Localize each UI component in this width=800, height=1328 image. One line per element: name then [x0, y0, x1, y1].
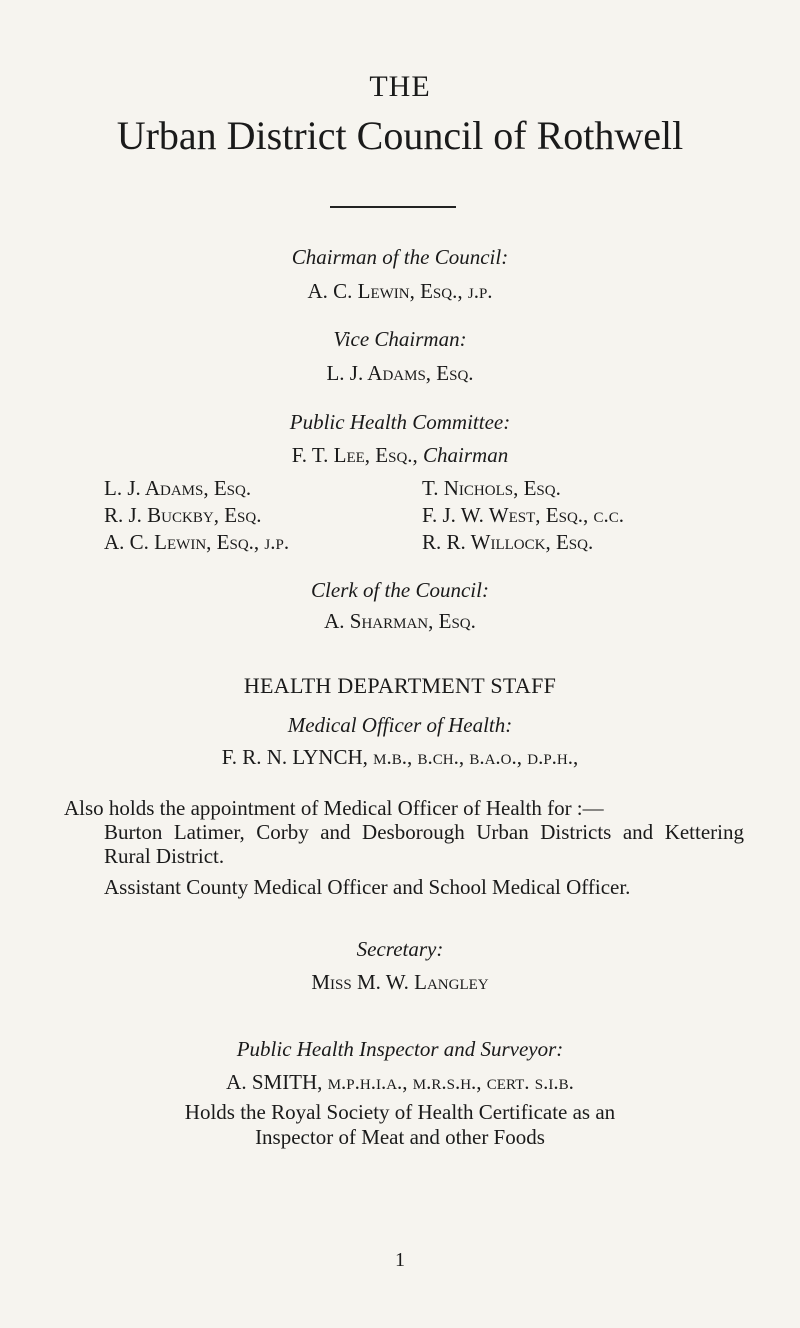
moh-label: Medical Officer of Health: [287, 713, 513, 737]
committee-member: T. Nichols, Esq. [422, 476, 561, 500]
chairman-label: Chairman of the Council: [291, 245, 509, 269]
page-title: Urban District Council of Rothwell [116, 113, 684, 158]
page-number: 1 [395, 1249, 405, 1271]
inspector-label: Public Health Inspector and Surveyor: [236, 1037, 564, 1061]
committee-chair [0, 443, 800, 468]
districts-text: Burton Latimer, Corby and Desborough Urban Districts and Kettering Rural District. [104, 820, 744, 868]
assistant-text: Assistant County Medical Officer and School Medical Officer. [104, 875, 631, 899]
secretary-name: Miss M. W. Langley [311, 970, 489, 994]
moh-qualifications: m.b., b.ch., b.a.o., d.p.h., [373, 745, 579, 769]
divider-rule [330, 206, 456, 208]
secretary-label: Secretary: [356, 937, 444, 961]
committee-label: Public Health Committee: [289, 410, 511, 434]
also-holds-text: Also holds the appointment of Medical Officer of Health for :— [64, 796, 604, 820]
committee-member: A. C. Lewin, Esq., j.p. [104, 530, 290, 554]
committee-member: F. J. W. West, Esq., c.c. [422, 503, 625, 527]
section-heading: HEALTH DEPARTMENT STAFF [243, 673, 557, 698]
vice-chairman-label: Vice Chairman: [333, 327, 467, 351]
committee-chair-name: F. T. Lee, Esq., [291, 443, 418, 467]
committee-member: L. J. Adams, Esq. [104, 476, 252, 500]
certificate-line-1: Holds the Royal Society of Health Certificate as an [184, 1100, 616, 1124]
inspector-name: A. SMITH, [226, 1070, 323, 1094]
committee-member: R. R. Willock, Esq. [422, 530, 594, 554]
chairman-name: A. C. Lewin, Esq., j.p. [307, 279, 493, 303]
inspector-name-line [0, 1070, 800, 1095]
clerk-name: A. Sharman, Esq. [324, 609, 476, 633]
inspector-qualifications: m.p.h.i.a., m.r.s.h., cert. s.i.b. [327, 1070, 574, 1094]
certificate-line-2: Inspector of Meat and other Foods [255, 1125, 545, 1149]
vice-chairman-name: L. J. Adams, Esq. [326, 361, 474, 385]
committee-chair-role: Chairman [423, 443, 509, 467]
moh-name-line [0, 745, 800, 770]
clerk-label: Clerk of the Council: [311, 578, 489, 602]
header-the: THE [369, 70, 431, 103]
moh-name: F. R. N. LYNCH, [221, 745, 368, 769]
committee-member: R. J. Buckby, Esq. [104, 503, 262, 527]
